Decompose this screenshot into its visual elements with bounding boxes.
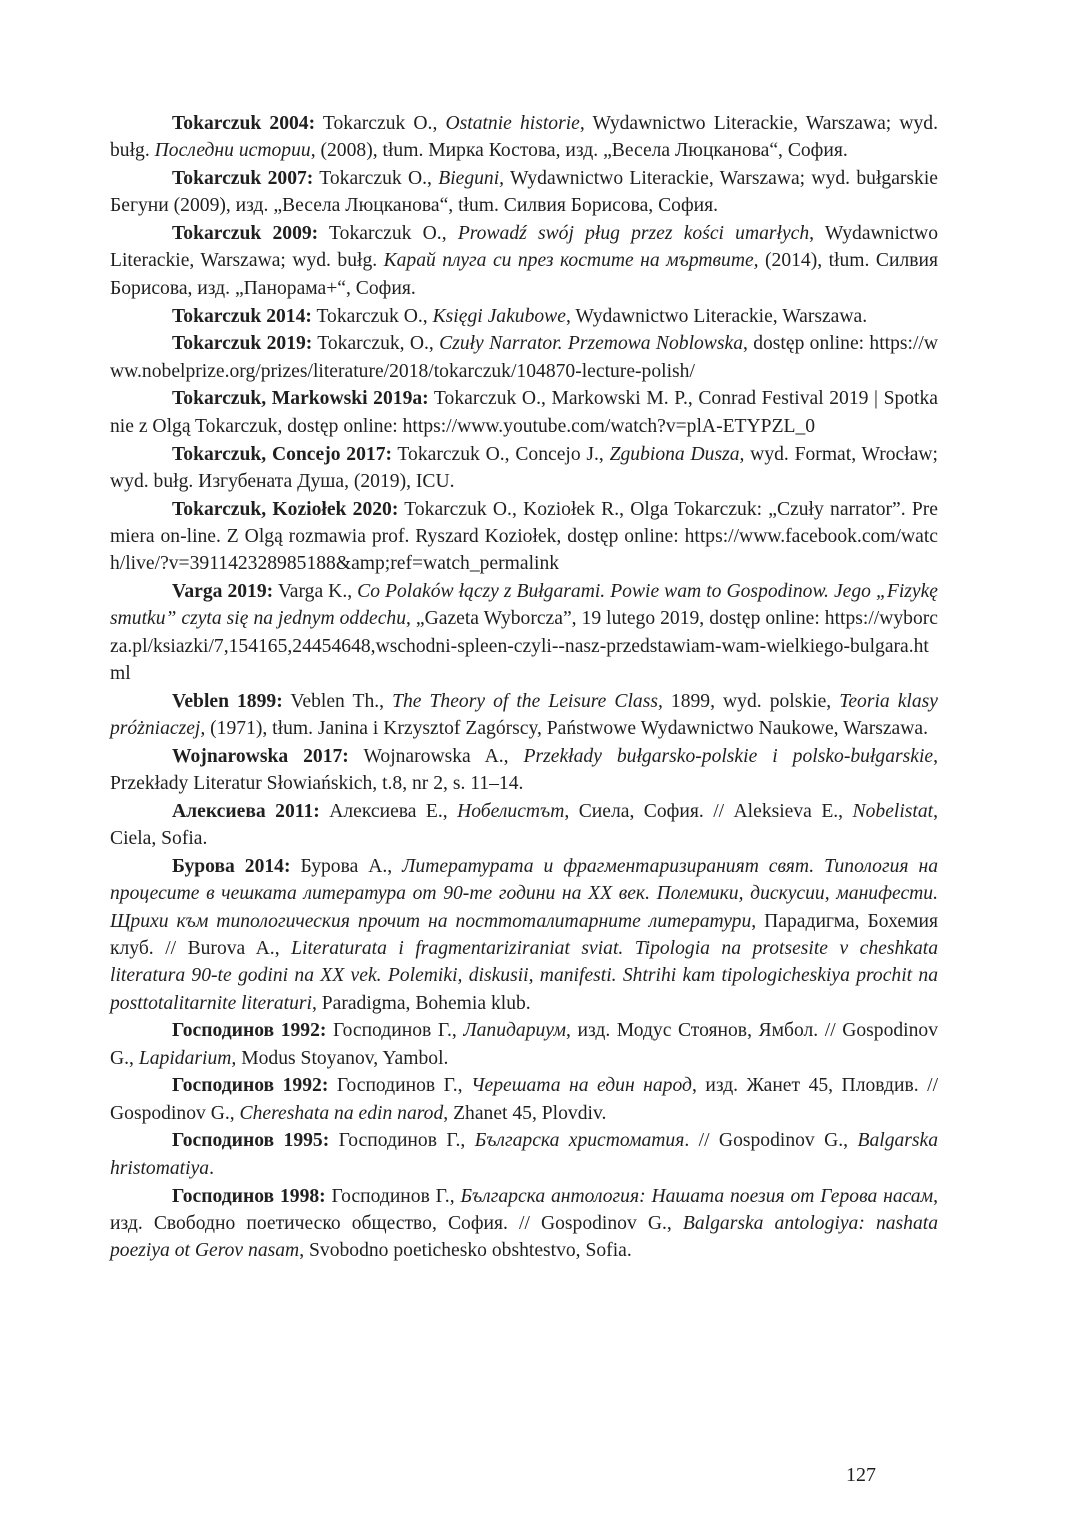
entry-text: , изд. Модус Стоянов, Ямбол. // Gospodinov G., — [110, 1020, 938, 1069]
entry-text: Господинов Г., — [325, 1185, 461, 1207]
entry-text: , Svobodno poetichesko obshtestvo, Sofia. — [299, 1240, 632, 1262]
entry-key: Tokarczuk 2014: — [172, 305, 312, 327]
entry-key: Tokarczuk 2009: — [172, 223, 319, 245]
entry-text: Господинов Г., — [329, 1130, 475, 1152]
entry-text: , Przekłady Literatur Słowiańskich, t.8, nr 2, s. 11–14. — [110, 745, 938, 795]
entry-text: Господинов Г., — [328, 1075, 472, 1097]
bibliography-entry — [110, 1183, 938, 1265]
page-number: 127 — [846, 1464, 876, 1486]
entry-title: Българска христоматия — [474, 1130, 685, 1152]
entry-title: Co Polaków łączy z Bułgarami. Powie wam to Gospodinow. Jego „Fizykę smutku” czyta się na jednym oddechu — [110, 581, 938, 630]
entry-text: , Paradigma, Bohemia klub. — [311, 992, 531, 1014]
entry-key: Tokarczuk 2004: — [172, 113, 316, 134]
entry-title: Нобелистът — [457, 800, 565, 822]
entry-title: Литературата и фрагментаризираният свят. Типология на процесите в чешката литература от 90-те години на XX век. Полемики, дискусии, манифести. Щрихи към типологическия прочит на посттоталитарните литератури — [110, 856, 938, 932]
entry-title: Ostatnie historie — [445, 113, 580, 134]
entry-title: Literaturata i fragmentariziraniat sviat. Tipologia na protsesite v cheshkata literatura 90-te godini na XX vek. Polemiki, diskusii, manifesti. Shtrihi kam tipologicheskiya prochit na posttotalitarnite literaturi — [110, 937, 939, 1014]
entry-text: wyd. Format, Wrocław; wyd. bułg. Изгубената Душа, (2019), ICU. — [110, 443, 938, 492]
entry-text: , dostęp online: https://www.nobelprize.org/prizes/literature/2018/tokarczuk/104870-lecture-polish/ — [110, 333, 938, 382]
entry-key: Varga 2019: — [172, 581, 274, 603]
entry-text: Tokarczuk O., — [313, 168, 439, 190]
bibliography-entry — [110, 385, 938, 440]
entry-key: Tokarczuk, Concejo 2017: — [172, 443, 393, 465]
entry-key: Господинов 1992: — [172, 1020, 327, 1042]
bibliography-entry — [110, 1072, 938, 1127]
entry-text: Господинов Г., — [326, 1020, 464, 1042]
entry-text: Tokarczuk, O., — [312, 333, 440, 355]
entry-text: Tokarczuk O., Markowski M. P., Conrad Festival 2019 | Spotkanie z Olgą Tokarczuk, dostęp online: https://www.youtube.com/watch?v=plA-ETYPZL_0 — [110, 388, 938, 437]
entry-text: Modus Stoyanov, Yambol. — [236, 1047, 449, 1069]
entry-text: Бурова А., — [290, 856, 403, 878]
entry-title: Księgi Jakubowe — [432, 305, 566, 327]
entry-text: Tokarczuk O., — [315, 113, 446, 134]
entry-title: The Theory of the Leisure Class, — [392, 690, 663, 712]
entry-text: Tokarczuk O., Concejo J., — [392, 443, 610, 465]
bibliography-entry — [110, 441, 938, 496]
entry-title: Лапидариум — [463, 1020, 567, 1042]
bibliography-list — [110, 110, 938, 1264]
entry-title: Bieguni, — [438, 168, 505, 190]
entry-key: Бурова 2014: — [172, 856, 291, 878]
bibliography-entry — [110, 330, 938, 385]
entry-text: (1971), tłum. Janina i Krzysztof Zagórscy, Państwowe Wydawnictwo Naukowe, Warszawa. — [205, 718, 928, 740]
entry-text: Veblen Th., — [282, 690, 393, 712]
bibliography-entry — [110, 1127, 938, 1182]
entry-key: Алексиева 2011: — [172, 800, 320, 822]
entry-title: Czuły Narrator. Przemowa Noblowska — [439, 333, 743, 355]
entry-key: Tokarczuk, Markowski 2019a: — [172, 388, 429, 410]
entry-text: , Парадигма, Бохемия клуб. // Burova A., — [110, 910, 939, 959]
entry-title: Българска антология: Нашата поезия от Герова насам — [460, 1185, 934, 1207]
entry-text: , изд. Жанет 45, Пловдив. // Gospodinov G., — [110, 1075, 939, 1124]
bibliography-entry — [110, 220, 938, 302]
entry-title: Przekłady bułgarsko-polskie i polsko-bułgarskie — [523, 745, 934, 767]
entry-title: Карай плуга си през костите на мъртвите, — [383, 250, 759, 272]
entry-text: , „Gazeta Wyborcza”, 19 lutego 2019, dostęp online: https://wyborcza.pl/ksiazki/7,154165,24454648,wschodni-spleen-czyli--nasz-przedstawiam-wam-wielkiego-bulgara.html — [110, 608, 938, 684]
bibliography-entry — [110, 578, 938, 687]
entry-text: Tokarczuk O., — [311, 305, 433, 327]
entry-text: Wydawnictwo Literackie, Warszawa; wyd. bułgarskie Бегуни (2009), изд. „Весела Люцканова“, tłum. Силвия Борисова, София. — [110, 168, 938, 217]
entry-text: , Wydawnictwo Literackie, Warszawa; wyd. bułg. — [110, 223, 939, 272]
bibliography-entry — [110, 303, 938, 330]
entry-key: Tokarczuk 2007: — [172, 168, 314, 190]
bibliography-page — [110, 110, 938, 1265]
entry-key: Господинов 1992: — [172, 1075, 329, 1097]
entry-title: Chereshata na edin narod — [239, 1102, 444, 1124]
entry-text: (2014), tłum. Силвия Борисова, изд. „Панорама+“, София. — [110, 250, 938, 299]
bibliography-entry — [110, 1017, 938, 1072]
entry-key: Господинов 1995: — [172, 1130, 330, 1152]
entry-text: . — [209, 1157, 214, 1179]
bibliography-entry — [110, 165, 938, 220]
bibliography-entry — [110, 853, 938, 1017]
entry-key: Veblen 1899: — [172, 690, 283, 712]
entry-key: Tokarczuk 2019: — [172, 333, 313, 355]
entry-text: Алексиева Е., — [319, 800, 458, 822]
entry-text: Tokarczuk O., — [318, 223, 458, 245]
entry-text: , Wydawnictwo Literackie, Warszawa; wyd. bułg. — [110, 113, 938, 162]
entry-title: Lapidarium, — [138, 1047, 237, 1069]
entry-key: Господинов 1998: — [172, 1185, 326, 1207]
bibliography-entry — [110, 688, 938, 743]
entry-text: , Ciela, Sofia. — [110, 800, 938, 850]
entry-title: Teoria klasy próżniaczej, — [110, 690, 938, 740]
entry-text: Wojnarowska A., — [348, 745, 524, 767]
entry-title: Balgarska hristomatiya — [110, 1130, 939, 1179]
entry-key: Wojnarowska 2017: — [172, 745, 349, 767]
entry-title: Nobelistat — [852, 800, 934, 822]
entry-text: Tokarczuk O., Koziołek R., Olga Tokarczuk: „Czuły narrator”. Premiera on-line. Z Olgą rozmawia prof. Ryszard Koziołek, dostęp online: https://www.facebook.com/watch/live/?v=391142328985188&amp;ref=watch_permalink — [110, 498, 938, 575]
entry-key: Tokarczuk, Koziołek 2020: — [172, 498, 399, 520]
entry-text: , изд. Свободно поетическо общество, София. // Gospodinov G., — [110, 1185, 939, 1234]
entry-title: Balgarska antologiya: nashata poeziya ot Gerov nasam — [110, 1212, 938, 1262]
entry-text: . // Gospodinov G., — [684, 1130, 858, 1152]
entry-title: Черешата на един народ — [471, 1075, 692, 1097]
entry-text: 1899, wyd. polskie, — [662, 690, 840, 712]
entry-text: , Wydawnictwo Literackie, Warszawa. — [565, 305, 868, 327]
entry-title: Zgubiona Dusza, — [609, 443, 745, 465]
bibliography-entry — [110, 798, 938, 853]
entry-title: Prowadź swój pług przez kości umarłych — [457, 223, 810, 245]
entry-title: Последни истории — [154, 140, 311, 162]
bibliography-entry — [110, 496, 938, 578]
bibliography-entry — [110, 743, 938, 798]
entry-text: Varga K., — [273, 581, 358, 603]
entry-text: , (2008), tłum. Мирка Костова, изд. „Весела Люцканова“, София. — [310, 140, 848, 162]
entry-text: , Zhanet 45, Plovdiv. — [443, 1102, 607, 1124]
bibliography-entry — [110, 110, 938, 165]
entry-text: , Сиела, София. // Aleksieva E., — [564, 800, 853, 822]
